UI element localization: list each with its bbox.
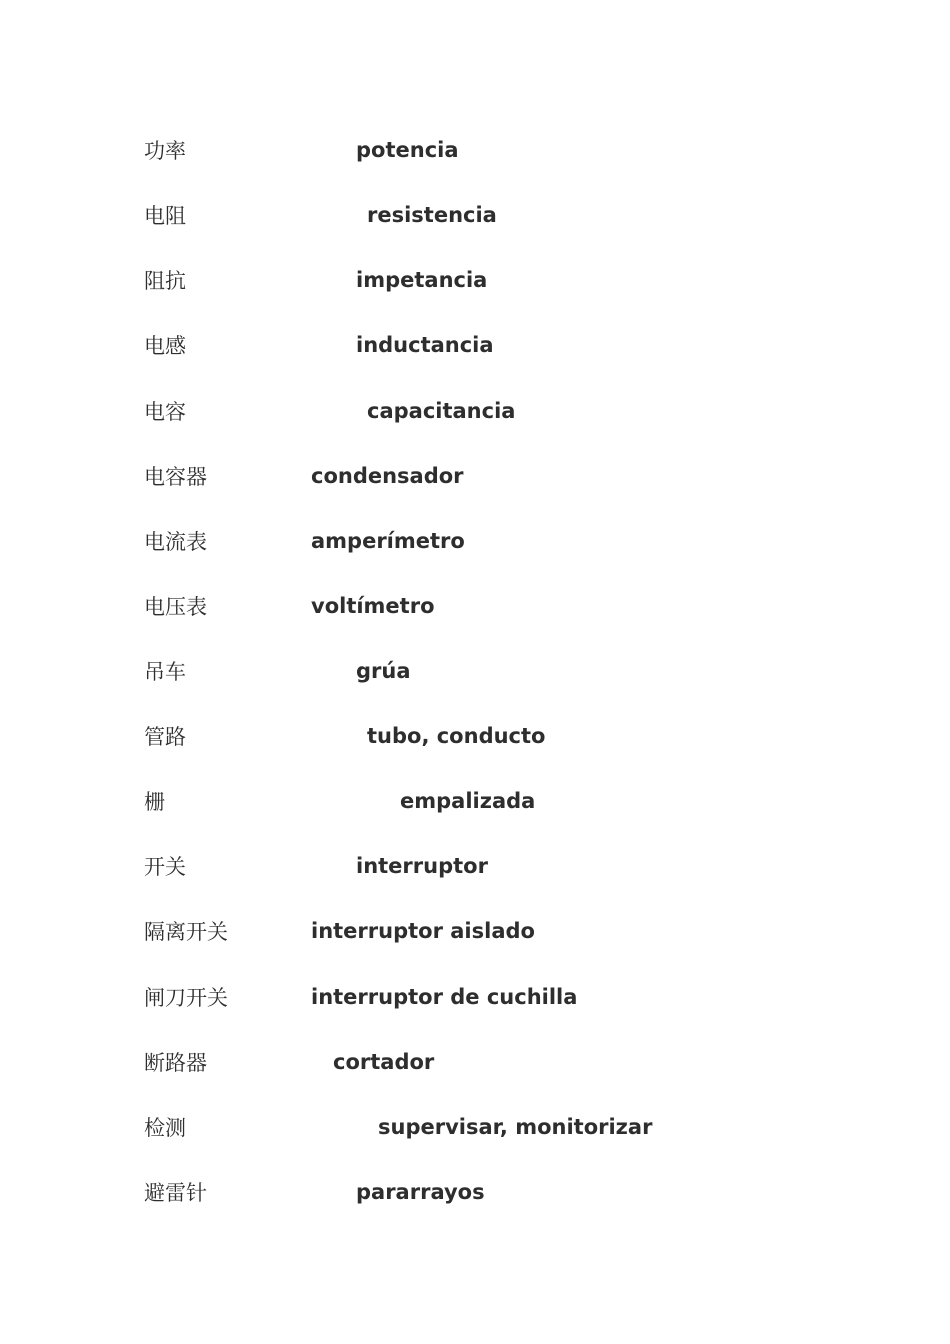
spanish-term: inductancia (356, 333, 494, 357)
glossary-entry (0, 586, 950, 626)
glossary-entry (0, 977, 950, 1017)
glossary-entry (0, 911, 950, 951)
spanish-term: pararrayos (356, 1180, 485, 1204)
spanish-term: interruptor (356, 854, 488, 878)
spanish-term: interruptor aislado (311, 919, 535, 943)
glossary-entry (0, 391, 950, 431)
chinese-term: 避雷针 (144, 1181, 207, 1205)
glossary-entry (0, 260, 950, 300)
glossary-entry (0, 195, 950, 235)
chinese-term: 断路器 (144, 1051, 207, 1075)
chinese-term: 隔离开关 (144, 920, 228, 944)
chinese-term: 栅 (144, 790, 165, 814)
spanish-term: interruptor de cuchilla (311, 985, 578, 1009)
spanish-term: tubo, conducto (367, 724, 546, 748)
chinese-term: 吊车 (144, 660, 186, 684)
glossary-entry (0, 781, 950, 821)
glossary-entry (0, 1042, 950, 1082)
chinese-term: 阻抗 (144, 269, 186, 293)
glossary-entry (0, 846, 950, 886)
glossary-entry (0, 130, 950, 170)
glossary-entry (0, 716, 950, 756)
spanish-term: impetancia (356, 268, 488, 292)
spanish-term: voltímetro (311, 594, 435, 618)
spanish-term: condensador (311, 464, 464, 488)
chinese-term: 管路 (144, 725, 186, 749)
glossary-entry (0, 651, 950, 691)
chinese-term: 功率 (144, 139, 186, 163)
spanish-term: capacitancia (367, 399, 516, 423)
spanish-term: resistencia (367, 203, 497, 227)
spanish-term: empalizada (400, 789, 536, 813)
chinese-term: 电感 (144, 334, 186, 358)
chinese-term: 电容 (144, 400, 186, 424)
spanish-term: grúa (356, 659, 411, 683)
chinese-term: 闸刀开关 (144, 986, 228, 1010)
chinese-term: 开关 (144, 855, 186, 879)
glossary-entry (0, 456, 950, 496)
spanish-term: cortador (333, 1050, 435, 1074)
spanish-term: supervisar, monitorizar (378, 1115, 653, 1139)
spanish-term: amperímetro (311, 529, 465, 553)
glossary-entry (0, 325, 950, 365)
chinese-term: 电流表 (144, 530, 207, 554)
glossary-entry (0, 521, 950, 561)
spanish-term: potencia (356, 138, 459, 162)
glossary-entry (0, 1107, 950, 1147)
chinese-term: 检测 (144, 1116, 186, 1140)
chinese-term: 电容器 (144, 465, 207, 489)
chinese-term: 电阻 (144, 204, 186, 228)
glossary-entry (0, 1172, 950, 1212)
chinese-term: 电压表 (144, 595, 207, 619)
